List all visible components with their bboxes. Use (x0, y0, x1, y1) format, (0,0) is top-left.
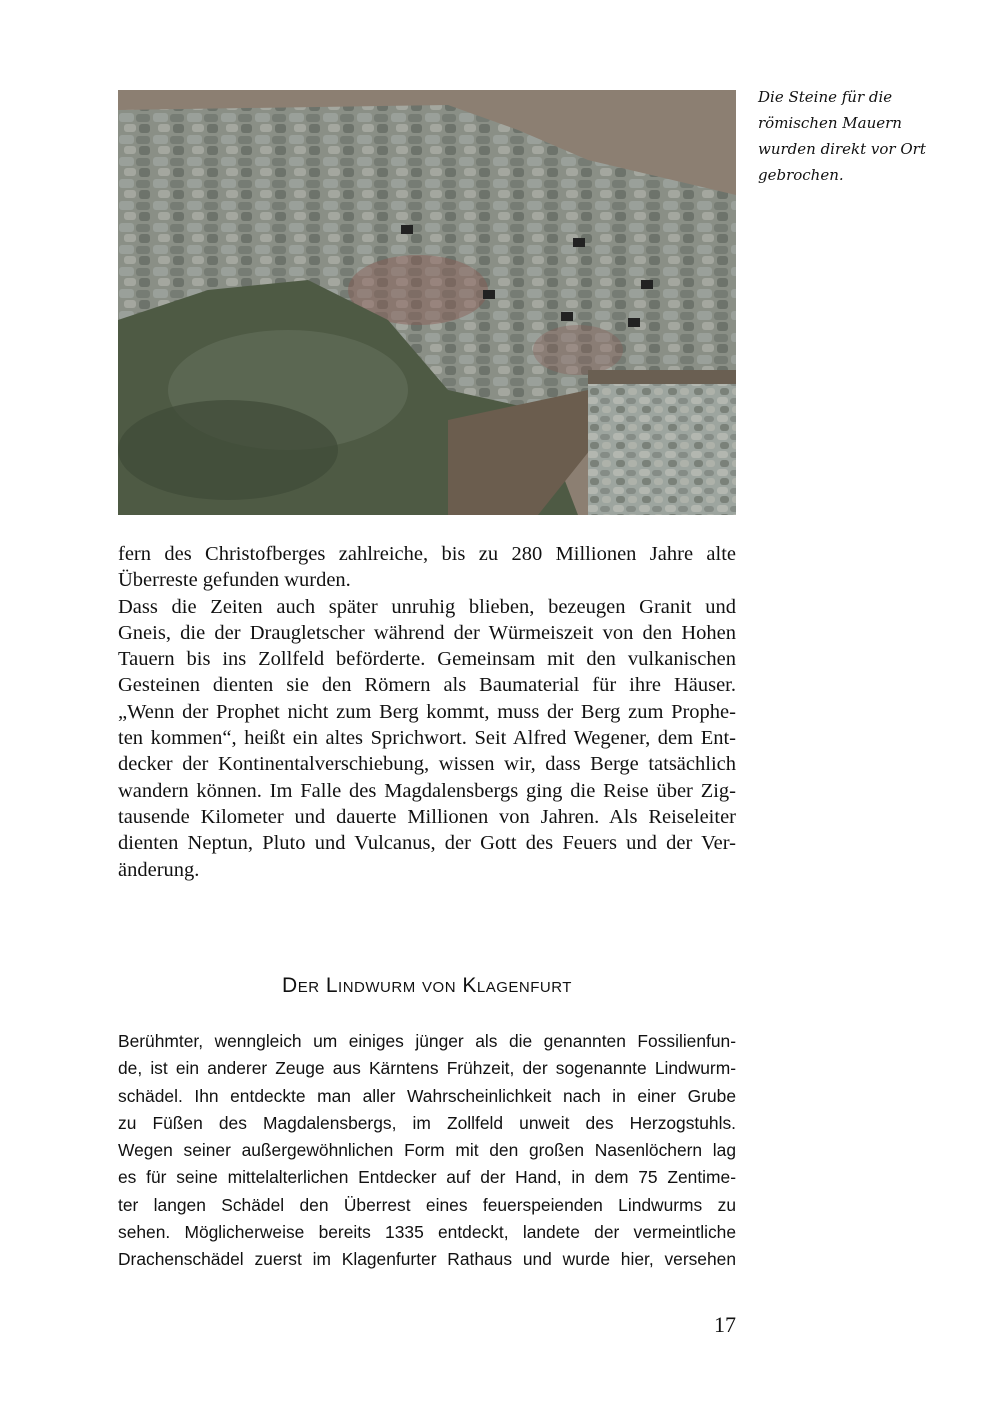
text-line: Berühmter, wenngleich um einiges jünger als die genannten Fossilienfun- (118, 1031, 736, 1051)
text-line: Drachenschädel zuerst im Klagenfurter Rathaus und wurde hier, versehen (118, 1249, 736, 1270)
page-number: 17 (714, 1312, 736, 1337)
text-line: decker der Kontinentalverschiebung, wissen wir, dass Berge tatsächlich (118, 753, 736, 776)
caption-line: wurden direkt vor Ort (758, 140, 926, 158)
stone-wall-photo (118, 90, 736, 515)
text-line: wandern können. Im Falle des Magdalensbergs ging die Reise über Zig- (118, 779, 736, 802)
photo-caption (758, 84, 958, 188)
text-line: ten kommen“, heißt ein altes Sprichwort. Seit Alfred Wegener, dem Ent- (118, 727, 736, 750)
text-line: „Wenn der Prophet nicht zum Berg kommt, muss der Berg zum Prophe- (118, 700, 736, 723)
caption-line: Die Steine für die (758, 88, 893, 106)
text-line: sehen. Möglicherweise bereits 1335 entdeckt, landete der vermeintliche (118, 1222, 736, 1243)
text-line: tausende Kilometer und dauerte Millionen von Jahren. Als Reiseleiter (118, 805, 736, 828)
body-text-sans (118, 1028, 736, 1274)
text-line: Tauern bis ins Zollfeld beförderte. Gemeinsam mit den vulkanischen (118, 648, 736, 671)
text-line: de, ist ein anderer Zeuge aus Kärntens Frühzeit, der sogenannte Lindwurm- (118, 1058, 736, 1079)
caption-line: gebrochen. (758, 166, 844, 184)
caption-line: römischen Mauern (758, 114, 902, 132)
stone-wall-image (118, 90, 736, 515)
text-line: schädel. Ihn entdeckte man aller Wahrscheinlichkeit nach in einer Grube (118, 1085, 736, 1106)
text-line: dienten Neptun, Pluto und Vulcanus, der Gott des Feuers und der Ver- (118, 832, 736, 855)
text-line: ter langen Schädel den Überrest eines feuerspeienden Lindwurms zu (118, 1194, 736, 1215)
text-line: Überreste gefunden wurden. (118, 569, 351, 592)
text-line: Dass die Zeiten auch später unruhig blieben, bezeugen Granit und (118, 595, 736, 618)
text-line: Gneis, die der Draugletscher während der Würmeiszeit von den Hohen (118, 621, 736, 644)
text-line: es für seine mittelalterlichen Entdecker auf der Hand, in dem 75 Zentime- (118, 1167, 736, 1188)
body-text-serif (118, 541, 736, 883)
section-heading: Der Lindwurm von Klagenfurt (282, 974, 572, 997)
text-line: Gesteinen dienten sie den Römern als Baumaterial für ihre Häuser. (118, 674, 736, 697)
text-line: änderung. (118, 858, 200, 881)
text-line: zu Füßen des Magdalensbergs, im Zollfeld unweit des Herzogstuhls. (118, 1112, 736, 1133)
text-line: Wegen seiner außergewöhnlichen Form mit den großen Nasenlöchern lag (118, 1140, 736, 1161)
text-line: fern des Christofberges zahlreiche, bis zu 280 Millionen Jahre alte (118, 543, 736, 565)
